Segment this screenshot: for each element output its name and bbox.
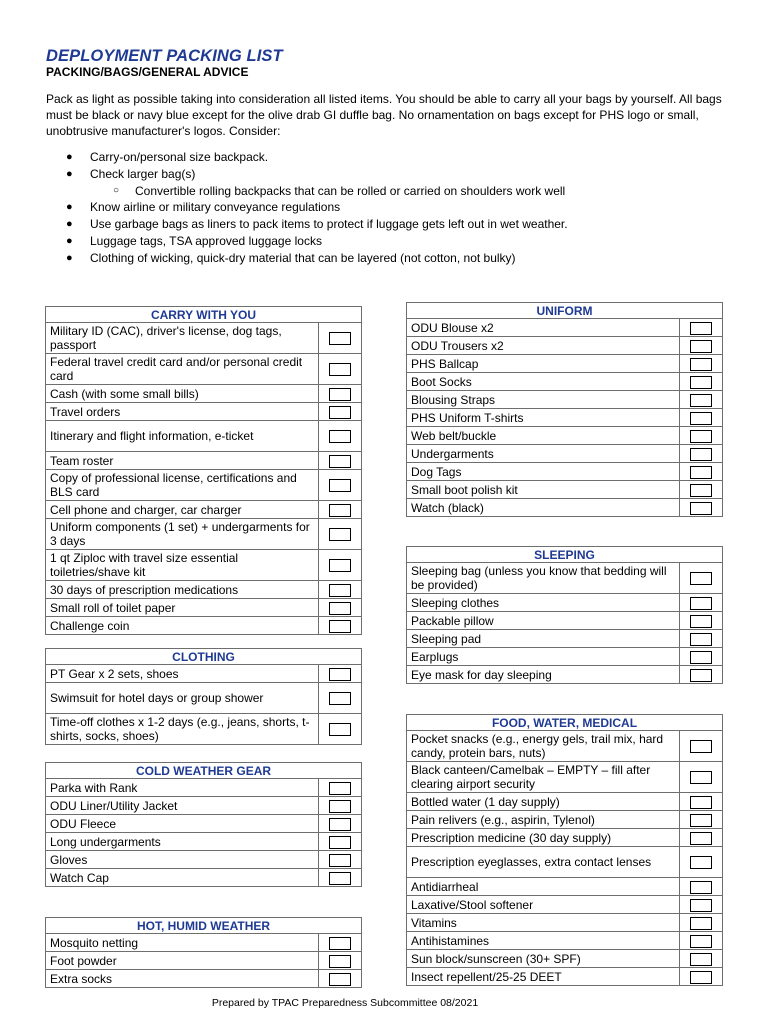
checklist-row — [407, 427, 723, 445]
checkbox-cell — [680, 793, 723, 811]
checkbox-cell — [319, 851, 362, 869]
checkbox-cell — [319, 599, 362, 617]
item-label: Laxative/Stool softener — [407, 896, 680, 914]
checkbox[interactable] — [329, 955, 351, 968]
checkbox-cell — [680, 896, 723, 914]
checklist-row — [407, 793, 723, 811]
checklist-row — [46, 869, 362, 887]
checklist-row — [407, 319, 723, 337]
section-title: CARRY WITH YOU — [46, 307, 362, 323]
checkbox[interactable] — [690, 881, 712, 894]
item-label: Small boot polish kit — [407, 481, 680, 499]
advice-text: Convertible rolling backpacks that can be rolled or carried on shoulders work well — [135, 183, 566, 198]
item-label: Black canteen/Camelbak – EMPTY – fill after clearing airport security — [407, 762, 680, 793]
item-label: Foot powder — [46, 952, 319, 970]
checkbox-cell — [680, 355, 723, 373]
item-label: Team roster — [46, 452, 319, 470]
checkbox[interactable] — [329, 782, 351, 795]
checkbox-cell — [319, 797, 362, 815]
item-label: Gloves — [46, 851, 319, 869]
checkbox-cell — [319, 952, 362, 970]
checklist-row — [46, 323, 362, 354]
checkbox[interactable] — [690, 376, 712, 389]
cold-weather-gear-table — [45, 762, 362, 887]
checkbox[interactable] — [690, 322, 712, 335]
checklist-row — [46, 403, 362, 421]
checklist-row — [407, 563, 723, 594]
checkbox-cell — [680, 391, 723, 409]
checkbox-cell — [680, 481, 723, 499]
checkbox-cell — [680, 463, 723, 481]
item-label: Itinerary and flight information, e-ticket — [46, 421, 319, 452]
checkbox[interactable] — [690, 935, 712, 948]
checklist-row — [407, 950, 723, 968]
advice-text: Know airline or military conveyance regulations — [90, 200, 341, 215]
checkbox-cell — [319, 421, 362, 452]
item-label: PHS Ballcap — [407, 355, 680, 373]
advice-text: Check larger bag(s) — [90, 166, 196, 181]
checklist-row — [46, 952, 362, 970]
item-label: Time-off clothes x 1-2 days (e.g., jeans, shorts, t-shirts, socks, shoes) — [46, 714, 319, 745]
clothing-table — [45, 648, 362, 745]
item-label: Blousing Straps — [407, 391, 680, 409]
checkbox-cell — [680, 648, 723, 666]
checkbox[interactable] — [690, 771, 712, 784]
checkbox[interactable] — [690, 448, 712, 461]
checkbox-cell — [680, 847, 723, 878]
intro-paragraph: Pack as light as possible taking into consideration all listed items. You should be able to carry all your bags by yourself. All bags must be black or navy blue except for the olive drab GI duffle bag. No ornamentation on bags except for PHS logo or small, unobtrusive manufacturer's logos. Consider: — [46, 92, 722, 138]
item-label: Military ID (CAC), driver's license, dog tags, passport — [46, 323, 319, 354]
item-label: Cash (with some small bills) — [46, 385, 319, 403]
checkbox[interactable] — [690, 856, 712, 869]
item-label: Prescription eyeglasses, extra contact lenses — [407, 847, 680, 878]
advice-text: Clothing of wicking, quick-dry material that can be layered (not cotton, not bulky) — [90, 250, 516, 265]
checklist-row — [46, 815, 362, 833]
item-label: Cell phone and charger, car charger — [46, 501, 319, 519]
checkbox[interactable] — [329, 800, 351, 813]
checkbox-cell — [680, 811, 723, 829]
checklist-row — [46, 934, 362, 952]
checkbox[interactable] — [690, 484, 712, 497]
checklist-row — [46, 452, 362, 470]
checkbox-cell — [319, 779, 362, 797]
checkbox[interactable] — [690, 502, 712, 515]
carry-with-you-table — [45, 306, 362, 635]
footer-credit: Prepared by TPAC Preparedness Subcommittee 08/2021 — [211, 997, 479, 1009]
checkbox[interactable] — [690, 340, 712, 353]
item-label: Bottled water (1 day supply) — [407, 793, 680, 811]
sleeping-table — [406, 546, 723, 684]
checkbox-cell — [319, 470, 362, 501]
checkbox[interactable] — [329, 973, 351, 986]
item-label: ODU Trousers x2 — [407, 337, 680, 355]
checkbox-cell — [319, 550, 362, 581]
checkbox-cell — [680, 762, 723, 793]
bullet-icon: ● — [66, 234, 73, 247]
checkbox[interactable] — [329, 723, 351, 736]
checkbox-cell — [680, 666, 723, 684]
item-label: Mosquito netting — [46, 934, 319, 952]
advice-item — [46, 216, 746, 233]
checklist-row — [46, 797, 362, 815]
checkbox-cell — [680, 337, 723, 355]
checklist-row — [407, 896, 723, 914]
checklist-row — [407, 731, 723, 762]
item-label: Extra socks — [46, 970, 319, 988]
item-label: Pocket snacks (e.g., energy gels, trail mix, hard candy, protein bars, nuts) — [407, 731, 680, 762]
checkbox[interactable] — [329, 388, 351, 401]
checklist-row — [46, 470, 362, 501]
checkbox[interactable] — [690, 430, 712, 443]
checkbox[interactable] — [690, 971, 712, 984]
checklist-row — [46, 714, 362, 745]
checklist-row — [407, 391, 723, 409]
bullet-icon: ● — [66, 251, 73, 264]
checklist-row — [407, 932, 723, 950]
advice-item — [46, 199, 746, 216]
checkbox[interactable] — [329, 584, 351, 597]
checkbox[interactable] — [329, 818, 351, 831]
advice-item — [46, 166, 746, 183]
advice-text: Luggage tags, TSA approved luggage locks — [90, 233, 322, 248]
checkbox[interactable] — [329, 455, 351, 468]
checkbox-cell — [680, 950, 723, 968]
checklist-row — [46, 617, 362, 635]
item-label: Insect repellent/25-25 DEET — [407, 968, 680, 986]
item-label: Undergarments — [407, 445, 680, 463]
checklist-row — [407, 914, 723, 932]
checklist-row — [407, 648, 723, 666]
checklist-row — [407, 355, 723, 373]
checklist-row — [407, 968, 723, 986]
checkbox-cell — [680, 445, 723, 463]
item-label: Vitamins — [407, 914, 680, 932]
checklist-row — [46, 970, 362, 988]
item-label: Challenge coin — [46, 617, 319, 635]
item-label: Sun block/sunscreen (30+ SPF) — [407, 950, 680, 968]
item-label: ODU Liner/Utility Jacket — [46, 797, 319, 815]
checkbox-cell — [319, 970, 362, 988]
checklist-row — [407, 463, 723, 481]
checklist-row — [407, 878, 723, 896]
checkbox[interactable] — [329, 504, 351, 517]
checkbox[interactable] — [329, 854, 351, 867]
item-label: Long undergarments — [46, 833, 319, 851]
item-label: Antidiarrheal — [407, 878, 680, 896]
page-title: DEPLOYMENT PACKING LIST — [46, 47, 283, 65]
checklist-row — [46, 581, 362, 599]
checkbox[interactable] — [690, 633, 712, 646]
checkbox[interactable] — [690, 572, 712, 585]
item-label: Watch (black) — [407, 499, 680, 517]
checklist-row — [46, 519, 362, 550]
checklist-row — [46, 683, 362, 714]
item-label: Uniform components (1 set) + undergarments for 3 days — [46, 519, 319, 550]
item-label: Boot Socks — [407, 373, 680, 391]
checkbox-cell — [680, 878, 723, 896]
checklist-row — [46, 665, 362, 683]
checkbox-cell — [319, 581, 362, 599]
checklist-row — [46, 385, 362, 403]
item-label: Federal travel credit card and/or personal credit card — [46, 354, 319, 385]
hot-humid-weather-table — [45, 917, 362, 988]
item-label: 30 days of prescription medications — [46, 581, 319, 599]
checkbox-cell — [319, 354, 362, 385]
section-title: COLD WEATHER GEAR — [46, 763, 362, 779]
checkbox[interactable] — [690, 814, 712, 827]
checklist-row — [46, 501, 362, 519]
checklist-row — [46, 779, 362, 797]
checkbox-cell — [319, 501, 362, 519]
checklist-row — [407, 337, 723, 355]
checkbox[interactable] — [329, 406, 351, 419]
advice-item — [46, 149, 746, 166]
item-label: Eye mask for day sleeping — [407, 666, 680, 684]
item-label: ODU Fleece — [46, 815, 319, 833]
item-label: Copy of professional license, certifications and BLS card — [46, 470, 319, 501]
checkbox[interactable] — [329, 836, 351, 849]
checkbox-cell — [319, 452, 362, 470]
item-label: Dog Tags — [407, 463, 680, 481]
item-label: Watch Cap — [46, 869, 319, 887]
bullet-icon: ● — [66, 201, 73, 214]
checkbox-cell — [319, 714, 362, 745]
item-label: Earplugs — [407, 648, 680, 666]
food-water-medical-table — [406, 714, 723, 986]
checkbox-cell — [319, 665, 362, 683]
checklist-row — [46, 354, 362, 385]
item-label: Sleeping clothes — [407, 594, 680, 612]
advice-text: Carry-on/personal size backpack. — [90, 150, 269, 164]
checkbox-cell — [319, 519, 362, 550]
checkbox-cell — [680, 563, 723, 594]
checklist-row — [46, 550, 362, 581]
section-title: SLEEPING — [407, 547, 723, 563]
checklist-row — [407, 594, 723, 612]
checkbox-cell — [680, 427, 723, 445]
checkbox-cell — [319, 403, 362, 421]
item-label: PT Gear x 2 sets, shoes — [46, 665, 319, 683]
checklist-row — [46, 851, 362, 869]
checkbox[interactable] — [690, 615, 712, 628]
checkbox[interactable] — [329, 528, 351, 541]
checklist-row — [407, 847, 723, 878]
checkbox-cell — [680, 612, 723, 630]
checkbox[interactable] — [329, 430, 351, 443]
checkbox-cell — [680, 968, 723, 986]
section-title: UNIFORM — [407, 303, 723, 319]
checkbox[interactable] — [329, 872, 351, 885]
checkbox-cell — [319, 617, 362, 635]
uniform-table — [406, 302, 723, 517]
checkbox-cell — [680, 373, 723, 391]
checkbox-cell — [680, 829, 723, 847]
checkbox-cell — [680, 731, 723, 762]
checklist-row — [46, 833, 362, 851]
checkbox[interactable] — [690, 796, 712, 809]
checkbox[interactable] — [690, 466, 712, 479]
checkbox-cell — [680, 630, 723, 648]
checkbox[interactable] — [690, 651, 712, 664]
checklist-row — [407, 481, 723, 499]
section-title: HOT, HUMID WEATHER — [46, 918, 362, 934]
checkbox[interactable] — [329, 602, 351, 615]
item-label: Swimsuit for hotel days or group shower — [46, 683, 319, 714]
checkbox[interactable] — [690, 358, 712, 371]
bullet-icon: ● — [66, 151, 73, 163]
checkbox-cell — [680, 594, 723, 612]
checkbox[interactable] — [329, 479, 351, 492]
checklist-row — [407, 829, 723, 847]
checkbox-cell — [319, 683, 362, 714]
checkbox-cell — [680, 932, 723, 950]
checkbox[interactable] — [690, 740, 712, 753]
checkbox[interactable] — [690, 953, 712, 966]
checkbox[interactable] — [690, 832, 712, 845]
item-label: Prescription medicine (30 day supply) — [407, 829, 680, 847]
item-label: Travel orders — [46, 403, 319, 421]
advice-item — [46, 250, 746, 267]
checkbox[interactable] — [690, 597, 712, 610]
item-label: ODU Blouse x2 — [407, 319, 680, 337]
item-label: PHS Uniform T-shirts — [407, 409, 680, 427]
checkbox[interactable] — [690, 412, 712, 425]
checkbox[interactable] — [690, 899, 712, 912]
checklist-row — [407, 409, 723, 427]
item-label: 1 qt Ziploc with travel size essential toiletries/shave kit — [46, 550, 319, 581]
checklist-row — [407, 666, 723, 684]
checkbox[interactable] — [690, 917, 712, 930]
checkbox[interactable] — [329, 692, 351, 705]
checkbox[interactable] — [690, 394, 712, 407]
checklist-row — [407, 373, 723, 391]
checklist-row — [407, 612, 723, 630]
advice-item — [46, 183, 746, 200]
item-label: Antihistamines — [407, 932, 680, 950]
checkbox-cell — [680, 319, 723, 337]
item-label: Packable pillow — [407, 612, 680, 630]
checklist-row — [407, 811, 723, 829]
checkbox[interactable] — [329, 620, 351, 633]
checklist-row — [407, 762, 723, 793]
section-title: CLOTHING — [46, 649, 362, 665]
item-label: Sleeping bag (unless you know that bedding will be provided) — [407, 563, 680, 594]
advice-text: Use garbage bags as liners to pack items to protect if luggage gets left out in wet weather. — [90, 217, 568, 232]
checkbox-cell — [680, 499, 723, 517]
checkbox[interactable] — [329, 363, 351, 376]
checkbox-cell — [319, 815, 362, 833]
item-label: Parka with Rank — [46, 779, 319, 797]
checkbox-cell — [680, 914, 723, 932]
advice-list — [46, 149, 746, 267]
checklist-row — [46, 599, 362, 617]
checkbox-cell — [319, 869, 362, 887]
advice-item — [46, 233, 746, 250]
checkbox-cell — [319, 385, 362, 403]
checklist-row — [46, 421, 362, 452]
item-label: Pain relivers (e.g., aspirin, Tylenol) — [407, 811, 680, 829]
checklist-row — [407, 630, 723, 648]
item-label: Sleeping pad — [407, 630, 680, 648]
page-subtitle: PACKING/BAGS/GENERAL ADVICE — [46, 65, 249, 79]
circle-bullet-icon: ○ — [113, 184, 120, 196]
bullet-icon: ● — [66, 167, 73, 180]
checkbox[interactable] — [329, 668, 351, 681]
section-title: FOOD, WATER, MEDICAL — [407, 715, 723, 731]
item-label: Web belt/buckle — [407, 427, 680, 445]
checkbox-cell — [319, 323, 362, 354]
checklist-row — [407, 499, 723, 517]
checkbox[interactable] — [690, 669, 712, 682]
checkbox-cell — [319, 833, 362, 851]
checkbox[interactable] — [329, 937, 351, 950]
item-label: Small roll of toilet paper — [46, 599, 319, 617]
checkbox-cell — [680, 409, 723, 427]
checkbox[interactable] — [329, 559, 351, 572]
checklist-row — [407, 445, 723, 463]
checkbox[interactable] — [329, 332, 351, 345]
checkbox-cell — [319, 934, 362, 952]
bullet-icon: ● — [66, 218, 73, 231]
